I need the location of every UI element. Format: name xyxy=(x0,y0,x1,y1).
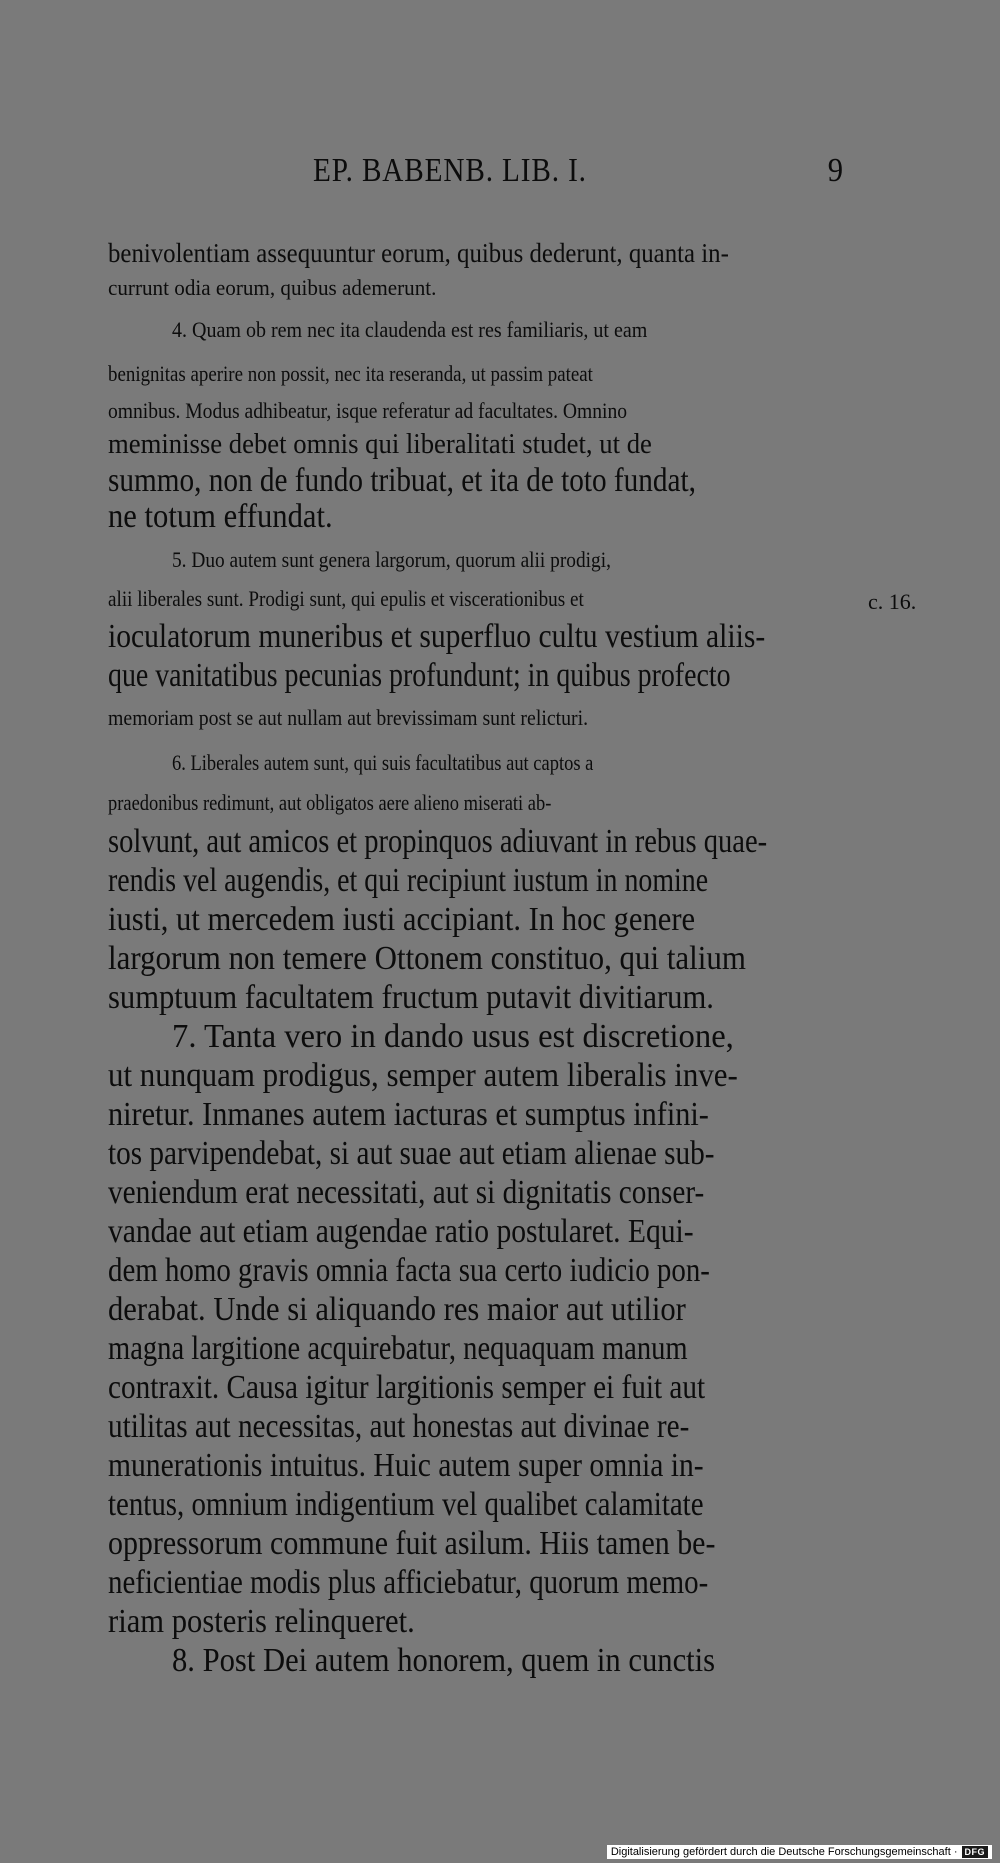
text-line: solvunt, aut amicos et propinquos adiuvant in rebus quae- xyxy=(108,823,768,860)
text-line: derabat. Unde si aliquando res maior aut utilior xyxy=(108,1291,686,1328)
text-line: contraxit. Causa igitur largitionis semper ei fuit aut xyxy=(108,1369,706,1406)
text-line: benivolentiam assequuntur eorum, quibus dederunt, quanta in- xyxy=(108,238,729,268)
text-line: currunt odia eorum, quibus ademerunt. xyxy=(108,275,437,300)
text-line: 8. Post Dei autem honorem, quem in cunctis xyxy=(172,1642,716,1679)
text-line: 7. Tanta vero in dando usus est discretione, xyxy=(172,1018,734,1055)
text-line: oppressorum commune fuit asilum. Hiis tamen be- xyxy=(108,1525,716,1562)
text-line: summo, non de fundo tribuat, et ita de toto fundat, xyxy=(108,462,696,499)
text-line: meminisse debet omnis qui liberalitati studet, ut de xyxy=(108,428,652,460)
footer-text: Digitalisierung gefördert durch die Deutsche Forschungsgemeinschaft · xyxy=(610,1846,958,1858)
text-line: vandae aut etiam augendae ratio postularet. Equi- xyxy=(108,1213,694,1250)
text-line: praedonibus redimunt, aut obligatos aere alieno miserati ab- xyxy=(108,790,552,815)
text-line: iusti, ut mercedem iusti accipiant. In hoc genere xyxy=(108,901,696,938)
text-line: largorum non temere Ottonem constituo, qui talium xyxy=(108,940,746,977)
text-line: alii liberales sunt. Prodigi sunt, qui epulis et viscerationibus et xyxy=(108,586,584,611)
text-line: dem homo gravis omnia facta sua certo iudicio pon- xyxy=(108,1252,710,1289)
text-line: rendis vel augendis, et qui recipiunt iustum in nomine xyxy=(108,862,709,899)
text-line: magna largitione acquirebatur, nequaquam manum xyxy=(108,1330,688,1367)
text-line: veniendum erat necessitati, aut si dignitatis conser- xyxy=(108,1174,705,1211)
digitization-footer xyxy=(607,1845,992,1859)
text-line: 5. Duo autem sunt genera largorum, quorum alii prodigi, xyxy=(172,547,611,572)
running-title: EP. BABENB. LIB. I. xyxy=(313,152,587,189)
text-line: utilitas aut necessitas, aut honestas aut divinae re- xyxy=(108,1408,690,1445)
text-line: ioculatorum muneribus et superfluo cultu vestium aliis- xyxy=(108,618,766,655)
text-line: tos parvipendebat, si aut suae aut etiam alienae sub- xyxy=(108,1135,715,1172)
text-line: munerationis intuitus. Huic autem super omnia in- xyxy=(108,1447,704,1484)
margin-chapter-note: c. 16. xyxy=(868,589,917,614)
text-line: 4. Quam ob rem nec ita claudenda est res familiaris, ut eam xyxy=(172,317,648,342)
text-line: tentus, omnium indigentium vel qualibet calamitate xyxy=(108,1486,704,1523)
text-line: neficientiae modis plus afficiebatur, quorum memo- xyxy=(108,1564,709,1601)
page-header xyxy=(108,152,843,202)
text-line: ut nunquam prodigus, semper autem liberalis inve- xyxy=(108,1057,738,1094)
text-line: omnibus. Modus adhibeatur, isque referatur ad facultates. Omnino xyxy=(108,398,628,423)
text-line: ne totum effundat. xyxy=(108,498,333,535)
text-line: riam posteris relinqueret. xyxy=(108,1603,415,1640)
text-line: benignitas aperire non possit, nec ita reseranda, ut passim pateat xyxy=(108,361,593,386)
page-number: 9 xyxy=(827,152,843,189)
text-line: 6. Liberales autem sunt, qui suis facultatibus aut captos a xyxy=(172,750,594,775)
text-line: que vanitatibus pecunias profundunt; in quibus profecto xyxy=(108,657,731,694)
text-line: sumptuum facultatem fructum putavit divitiarum. xyxy=(108,979,714,1016)
text-line: memoriam post se aut nullam aut brevissimam sunt relicturi. xyxy=(108,705,589,730)
dfg-logo: DFG xyxy=(962,1846,989,1858)
text-line: niretur. Inmanes autem iacturas et sumptus infini- xyxy=(108,1096,709,1133)
